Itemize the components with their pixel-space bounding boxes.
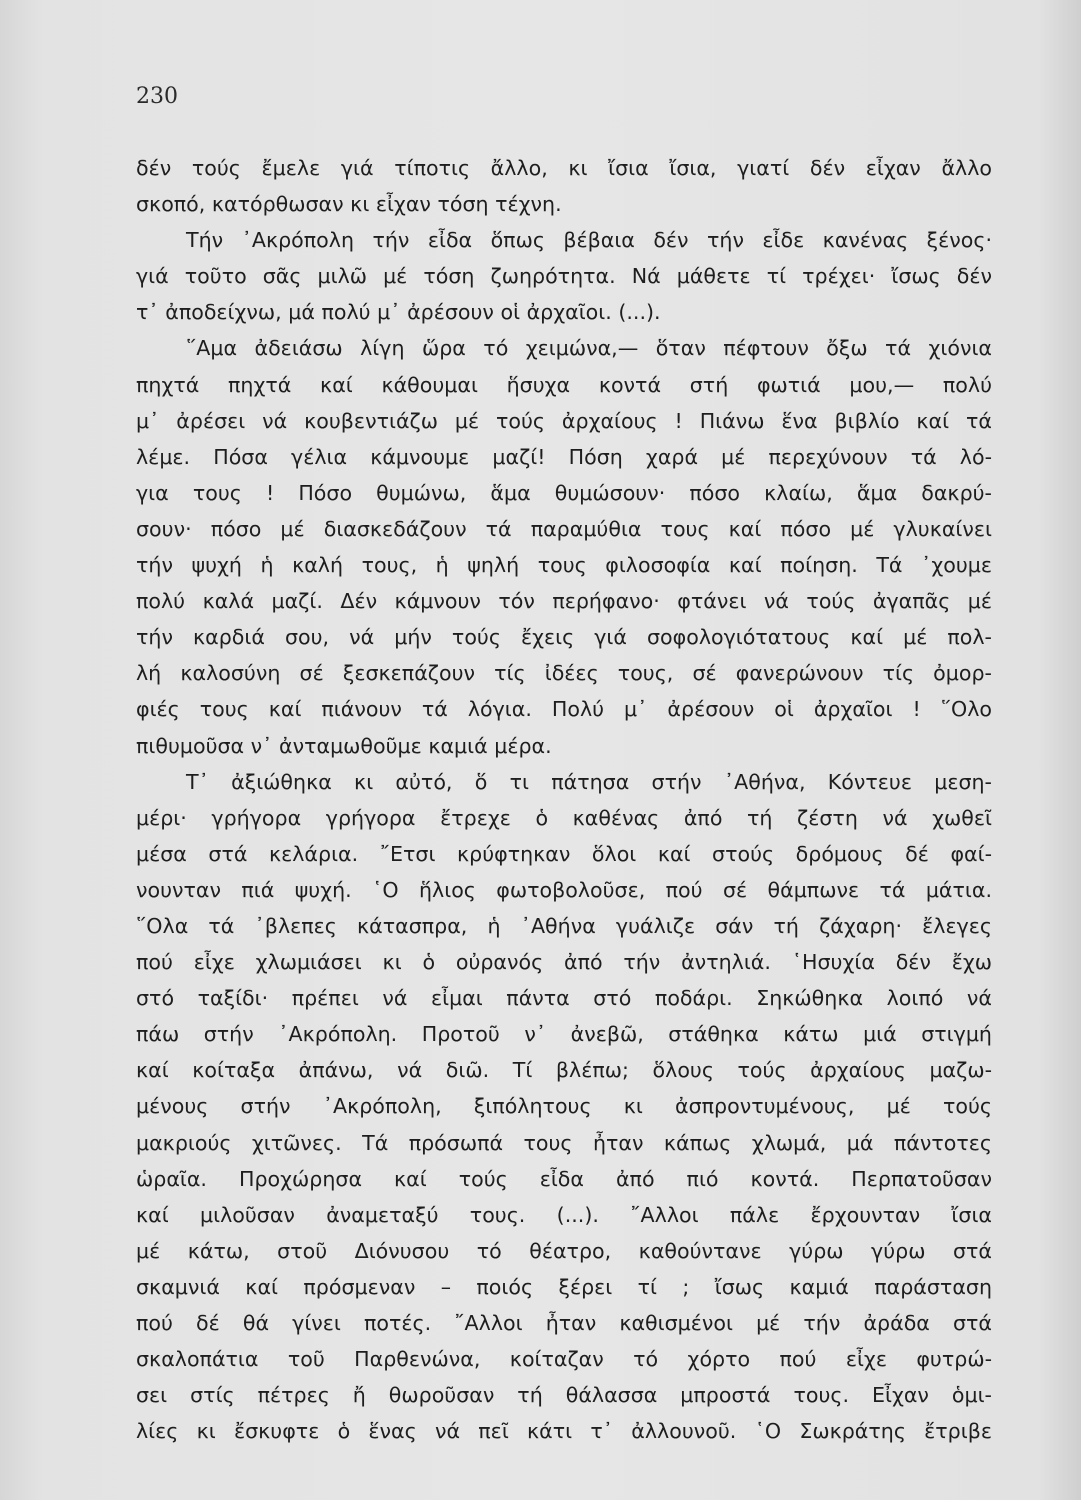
text-line: πολύ καλά μαζί. Δέν κάμνουν τόν περήφανο· φτάνει νά τούς ἀγαπᾶς μέ (136, 589, 992, 614)
text-line: σκαλοπάτια τοῦ Παρθενώνα, κοίταζαν τό χόρτο πού εἶχε φυτρώ- (136, 1347, 992, 1372)
text-line: Τ᾿ ἀξιώθηκα κι αὐτό, ὅ τι πάτησα στήν ᾿Αθήνα, Κόντευε μεση- (186, 769, 992, 794)
text-line: δέν τούς ἔμελε γιά τίποτις ἄλλο, κι ἴσια ἴσια, γιατί δέν εἶχαν ἄλλο (136, 156, 992, 180)
text-line: μ᾿ ἀρέσει νά κουβεντιάζω μέ τούς ἀρχαίους ! Πιάνω ἕνα βιβλίο καί τά (136, 408, 992, 433)
text-line: πάω στήν ᾿Ακρόπολη. Προτοῦ ν᾿ ἀνεβῶ, στάθηκα κάτω μιά στιγμή (136, 1022, 992, 1047)
text-line: Τήν ᾿Ακρόπολη τήν εἶδα ὅπως βέβαια δέν τήν εἶδε κανένας ξένος· (186, 228, 992, 253)
text-line: σκαμνιά καί πρόσμεναν – ποιός ξέρει τί ; ἴσως καμιά παράσταση (136, 1274, 992, 1299)
text-line: ὡραῖα. Προχώρησα καί τούς εἶδα ἀπό πιό κοντά. Περπατοῦσαν (136, 1166, 992, 1191)
body-text (136, 150, 992, 1449)
text-line: τήν καρδιά σου, νά μήν τούς ἔχεις γιά σοφολογιότατους καί μέ πολ- (136, 625, 992, 650)
text-line: λίες κι ἔσκυφτε ὁ ἕνας νά πεῖ κάτι τ᾿ ἀλλουνοῦ. ῾Ο Σωκράτης ἔτριβε (136, 1419, 992, 1444)
text-line: ῞Ολα τά ᾿βλεπες κάτασπρα, ἡ ᾿Αθήνα γυάλιζε σάν τή ζάχαρη· ἔλεγες (136, 913, 992, 938)
text-line: μένους στήν ᾿Ακρόπολη, ξιπόλητους κι ἀσπροντυμένους, μέ τούς (136, 1094, 992, 1119)
text-line: πηχτά πηχτά καί κάθουμαι ἥσυχα κοντά στή φωτιά μου,— πολύ (136, 372, 992, 397)
text-line: σει στίς πέτρες ἤ θωροῦσαν τή θάλασσα μπροστά τους. Εἶχαν ὁμι- (136, 1383, 992, 1408)
text-line: λή καλοσύνη σέ ξεσκεπάζουν τίς ἰδέες τους, σέ φανερώνουν τίς ὀμορ- (136, 661, 992, 686)
text-line: ῞Αμα ἀδειάσω λίγη ὥρα τό χειμώνα,— ὅταν πέφτουν ὄξω τά χιόνια (186, 336, 992, 361)
text-line: στό ταξίδι· πρέπει νά εἶμαι πάντα στό ποδάρι. Σηκώθηκα λοιπό νά (136, 986, 992, 1011)
text-line: φιές τους καί πιάνουν τά λόγια. Πολύ μ᾿ ἀρέσουν οἱ ἀρχαῖοι ! ῞Ολο (136, 697, 992, 722)
text-line: καί κοίταξα ἀπάνω, νά διῶ. Τί βλέπω; ὅλους τούς ἀρχαίους μαζω- (136, 1058, 992, 1083)
text-line: για τους ! Πόσο θυμώνω, ἅμα θυμώσουν· πόσο κλαίω, ἅμα δακρύ- (136, 480, 992, 505)
text-line: λέμε. Πόσα γέλια κάμνουμε μαζί! Πόση χαρά μέ περεχύνουν τά λό- (136, 444, 992, 469)
text-line: πού εἶχε χλωμιάσει κι ὁ οὐρανός ἀπό τήν ἀντηλιά. ῾Ησυχία δέν ἔχω (136, 950, 992, 975)
text-line: σουν· πόσο μέ διασκεδάζουν τά παραμύθια τους καί πόσο μέ γλυκαίνει (136, 516, 992, 541)
text-line: τ᾿ ἀποδείχνω, μά πολύ μ᾿ ἀρέσουν οἱ ἀρχαῖοι. (...). (136, 300, 661, 325)
text-line: μέ κάτω, στοῦ Διόνυσου τό θέατρο, καθούντανε γύρω γύρω στά (136, 1238, 992, 1263)
text-line: μακριούς χιτῶνες. Τά πρόσωπά τους ἦταν κάπως χλωμά, μά πάντοτες (136, 1130, 992, 1155)
text-line: νουνταν πιά ψυχή. ῾Ο ἥλιος φωτοβολοῦσε, πού σέ θάμπωνε τά μάτια. (136, 877, 992, 902)
text-line: σκοπό, κατόρθωσαν κι εἶχαν τόση τέχνη. (136, 192, 562, 217)
text-line: μέρι· γρήγορα γρήγορα ἔτρεχε ὁ καθένας ἀπό τή ζέστη νά χωθεῖ (136, 805, 992, 830)
text-line: πιθυμοῦσα ν᾿ ἀνταμωθοῦμε καμιά μέρα. (136, 733, 552, 758)
text-line: γιά τοῦτο σᾶς μιλῶ μέ τόση ζωηρότητα. Νά μάθετε τί τρέχει· ἴσως δέν (136, 264, 992, 289)
text-line: μέσα στά κελάρια. ῎Ετσι κρύφτηκαν ὅλοι καί στούς δρόμους δέ φαί- (136, 841, 992, 866)
text-line: τήν ψυχή ἡ καλή τους, ἡ ψηλή τους φιλοσοφία καί ποίηση. Τά ᾿χουμε (136, 553, 992, 578)
text-line: πού δέ θά γίνει ποτές. ῎Αλλοι ἦταν καθισμένοι μέ τήν ἀράδα στά (136, 1311, 992, 1335)
text-line: καί μιλοῦσαν ἀναμεταξύ τους. (...). ῎Αλλοι πάλε ἔρχουνταν ἴσια (136, 1202, 992, 1227)
page-number: 230 (136, 84, 178, 109)
